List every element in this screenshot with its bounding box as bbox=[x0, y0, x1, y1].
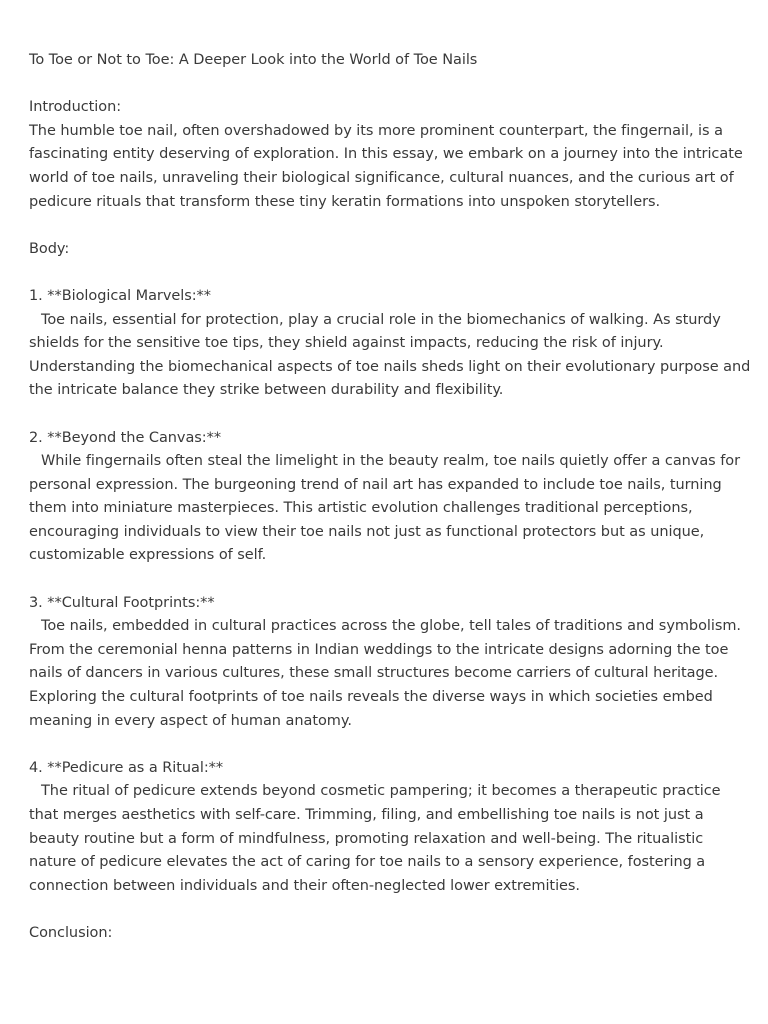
spacer bbox=[29, 261, 751, 285]
section-paragraph-biological-marvels bbox=[29, 309, 751, 403]
section-paragraph-cultural-footprints bbox=[29, 615, 751, 733]
section-text: The ritual of pedicure extends beyond cosmetic pampering; it becomes a therapeutic practice that merges aesthetics with self-care. Trimming, filing, and embellishing toe nails is not just a beauty routine but a form of mindfulness, promoting relaxation and well-being. The ritualistic nature of pedicure elevates the act of caring for toe nails to a sensory experience, fostering a connection between individuals and their often-neglected lower extremities. bbox=[29, 783, 721, 894]
spacer bbox=[29, 733, 751, 757]
introduction-paragraph: The humble toe nail, often overshadowed by its more prominent counterpart, the fingernail, is a fascinating entity deserving of exploration. In this essay, we embark on a journey into the intricate world of toe nails, unraveling their biological significance, cultural nuances, and the curious art of pedicure rituals that transform these tiny keratin formations into unspoken storytellers. bbox=[29, 122, 743, 210]
section-text: Toe nails, embedded in cultural practices across the globe, tell tales of traditions and symbolism. From the ceremonial henna patterns in Indian weddings to the intricate designs adorning the toe nails of dancers in various cultures, these small structures become carriers of cultural heritage. Exploring the cultural footprints of toe nails reveals the diverse ways in which societies embed meaning in every aspect of human anatomy. bbox=[29, 618, 741, 729]
section-heading-pedicure-as-a-ritual: 4. **Pedicure as a Ritual:** bbox=[29, 759, 224, 776]
spacer bbox=[29, 568, 751, 592]
section-heading-beyond-the-canvas: 2. **Beyond the Canvas:** bbox=[29, 429, 222, 446]
conclusion-heading: Conclusion: bbox=[29, 924, 113, 941]
section-heading-cultural-footprints: 3. **Cultural Footprints:** bbox=[29, 594, 215, 611]
spacer bbox=[29, 403, 751, 427]
section-heading-biological-marvels: 1. **Biological Marvels:** bbox=[29, 287, 211, 304]
spacer bbox=[29, 73, 751, 97]
section-text: Toe nails, essential for protection, play a crucial role in the biomechanics of walking. As sturdy shields for the sensitive toe tips, they shield against impacts, reducing the risk of injury. Understanding the biomechanical aspects of toe nails sheds light on their evolutionary purpose and the intricate balance they strike between durability and flexibility. bbox=[29, 311, 751, 399]
body-heading: Body: bbox=[29, 240, 70, 257]
section-paragraph-beyond-the-canvas bbox=[29, 450, 751, 568]
section-paragraph-pedicure-as-a-ritual bbox=[29, 780, 751, 898]
spacer bbox=[29, 898, 751, 922]
document-body bbox=[29, 49, 751, 946]
section-text: While fingernails often steal the limelight in the beauty realm, toe nails quietly offer a canvas for personal expression. The burgeoning trend of nail art has expanded to include toe nails, turning them into miniature masterpieces. This artistic evolution challenges traditional perceptions, encouraging individuals to view their toe nails not just as functional protectors but as unique, customizable expressions of self. bbox=[29, 453, 741, 564]
spacer bbox=[29, 214, 751, 238]
document-title: To Toe or Not to Toe: A Deeper Look into the World of Toe Nails bbox=[29, 52, 478, 68]
introduction-heading: Introduction: bbox=[29, 99, 122, 116]
